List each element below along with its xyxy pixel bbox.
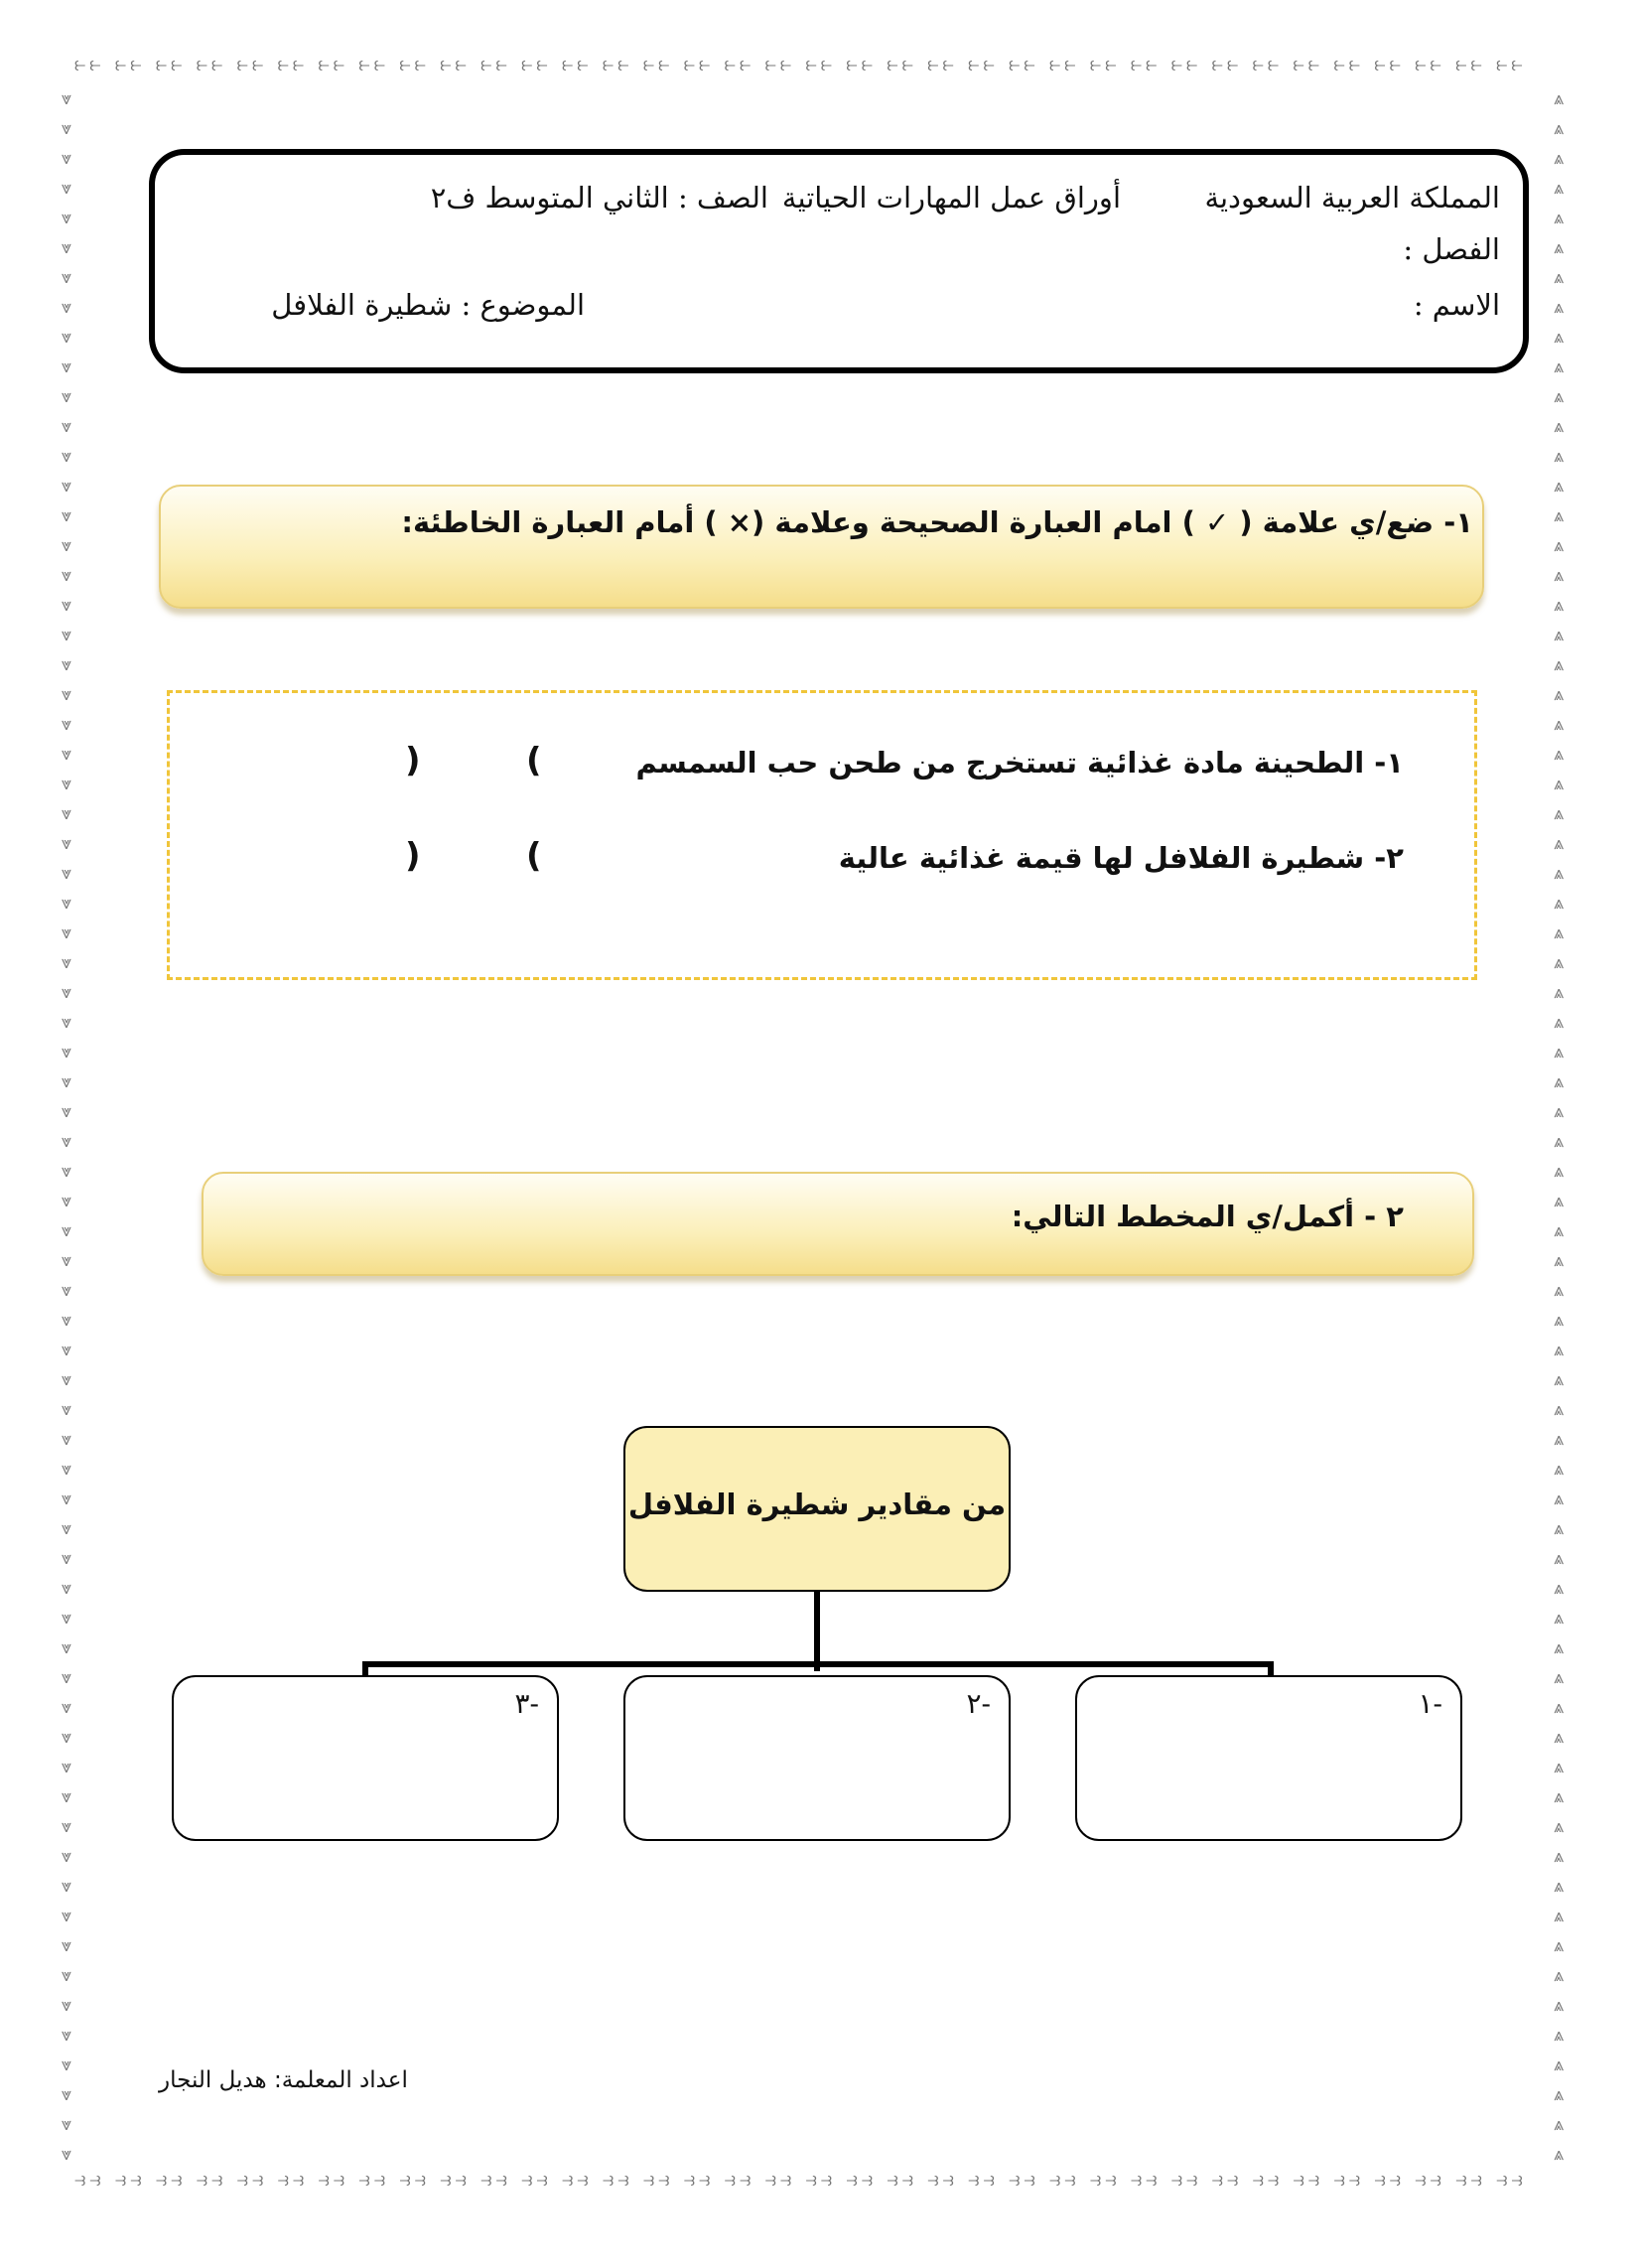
question-2-answer-close: ) <box>405 836 421 876</box>
diagram-connector-vertical <box>814 1592 820 1671</box>
header-kingdom: المملكة العربية السعودية <box>1204 181 1500 214</box>
decorative-border-right: ⩓ ⩓ ⩓ ⩓ ⩓ ⩓ ⩓ ⩓ ⩓ ⩓ ⩓ ⩓ ⩓ ⩓ ⩓ ⩓ ⩓ ⩓ ⩓ ⩓ ⩓ ⩓ ⩓ ⩓ ⩓ ⩓ ⩓ ⩓ ⩓ ⩓ ⩓ ⩓ ⩓ ⩓ ⩓ ⩓ ⩓ ⩓ ⩓ ⩓ ⩓ ⩓ ⩓ ⩓ ⩓ ⩓ ⩓ ⩓ ⩓ ⩓ ⩓ ⩓ ⩓ ⩓ ⩓ ⩓ ⩓ ⩓ ⩓ ⩓ ⩓ ⩓ ⩓ ⩓ ⩓ ⩓ ⩓ ⩓ ⩓ ⩓ <box>1554 88 1565 2165</box>
section1-instruction: ١- ضع/ي علامة ( ✓ ) امام العبارة الصحيحة وعلامة (× ) أمام العبارة الخاطئة: <box>401 505 1473 539</box>
header-section-field: الفصل : <box>1403 232 1500 266</box>
question-2-answer-open: ( <box>526 836 542 876</box>
diagram-connector-horizontal <box>362 1661 1274 1667</box>
diagram-leaf-1 <box>1075 1675 1462 1841</box>
footer-author: اعداد المعلمة: هديل النجار <box>159 2067 408 2093</box>
true-false-frame <box>167 690 1477 980</box>
decorative-border-left: ⩔ ⩔ ⩔ ⩔ ⩔ ⩔ ⩔ ⩔ ⩔ ⩔ ⩔ ⩔ ⩔ ⩔ ⩔ ⩔ ⩔ ⩔ ⩔ ⩔ ⩔ ⩔ ⩔ ⩔ ⩔ ⩔ ⩔ ⩔ ⩔ ⩔ ⩔ ⩔ ⩔ ⩔ ⩔ ⩔ ⩔ ⩔ ⩔ ⩔ ⩔ ⩔ ⩔ ⩔ ⩔ ⩔ ⩔ ⩔ ⩔ ⩔ ⩔ ⩔ ⩔ ⩔ ⩔ ⩔ ⩔ ⩔ ⩔ ⩔ ⩔ ⩔ ⩔ ⩔ ⩔ ⩔ ⩔ ⩔ ⩔ ⩔ <box>62 88 72 2165</box>
diagram-root-node <box>623 1426 1011 1592</box>
section2-instruction: ٢ - أكمل/ي المخطط التالي: <box>1011 1200 1404 1233</box>
diagram-root-label: من مقادير شطيرة الفلافل <box>627 1488 1007 1521</box>
section1-banner <box>159 485 1484 609</box>
question-1-answer-open: ( <box>526 741 542 780</box>
header-topic: الموضوع : شطيرة الفلافل <box>271 288 585 322</box>
header-name-field: الاسم : <box>1413 288 1500 322</box>
question-1-answer-close: ) <box>405 741 421 780</box>
diagram-leaf-3 <box>172 1675 559 1841</box>
decorative-border-bottom: ⥽⥽ ⥽⥽ ⥽⥽ ⥽⥽ ⥽⥽ ⥽⥽ ⥽⥽ ⥽⥽ ⥽⥽ ⥽⥽ ⥽⥽ ⥽⥽ ⥽⥽ ⥽⥽ ⥽⥽ ⥽⥽ ⥽⥽ ⥽⥽ ⥽⥽ ⥽⥽ ⥽⥽ ⥽⥽ ⥽⥽ ⥽⥽ ⥽⥽ ⥽⥽ ⥽⥽ ⥽⥽ ⥽⥽ ⥽⥽ ⥽⥽ ⥽⥽ ⥽⥽ ⥽⥽ ⥽⥽ ⥽⥽ <box>74 2167 1527 2191</box>
diagram-leaf-3-label: ٣- <box>514 1687 539 1720</box>
decorative-border-top: ⥼⥼ ⥼⥼ ⥼⥼ ⥼⥼ ⥼⥼ ⥼⥼ ⥼⥼ ⥼⥼ ⥼⥼ ⥼⥼ ⥼⥼ ⥼⥼ ⥼⥼ ⥼⥼ ⥼⥼ ⥼⥼ ⥼⥼ ⥼⥼ ⥼⥼ ⥼⥼ ⥼⥼ ⥼⥼ ⥼⥼ ⥼⥼ ⥼⥼ ⥼⥼ ⥼⥼ ⥼⥼ ⥼⥼ ⥼⥼ ⥼⥼ ⥼⥼ ⥼⥼ ⥼⥼ ⥼⥼ ⥼⥼ <box>74 52 1527 75</box>
question-1-text: ١- الطحينة مادة غذائية تستخرج من طحن حب السمسم <box>635 746 1404 780</box>
diagram-leaf-2 <box>623 1675 1011 1841</box>
question-2-text: ٢- شطيرة الفلافل لها قيمة غذائية عالية <box>838 841 1404 875</box>
header-worksheets-title: أوراق عمل المهارات الحياتية <box>781 181 1121 214</box>
diagram-leaf-1-label: ١- <box>1418 1687 1442 1720</box>
header-grade: الصف : الثاني المتوسط ف٢ <box>430 181 768 214</box>
diagram-leaf-2-label: ٢- <box>966 1687 991 1720</box>
